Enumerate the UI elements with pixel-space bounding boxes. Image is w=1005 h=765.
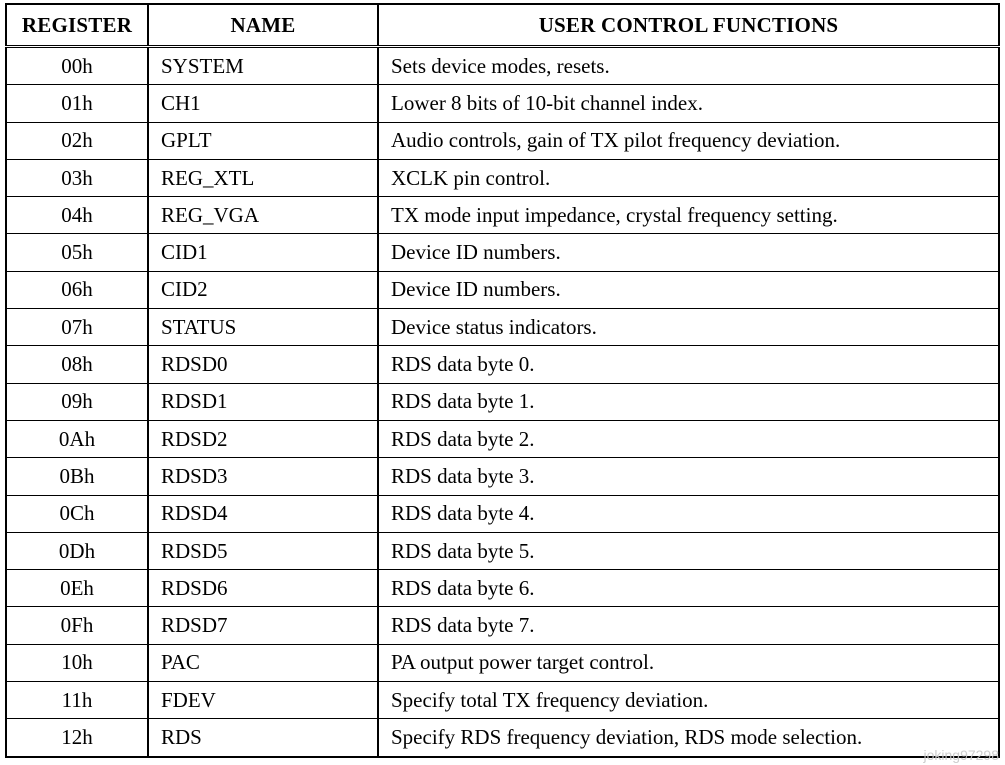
name-cell: RDSD5 (148, 532, 378, 569)
name-cell: REG_VGA (148, 197, 378, 234)
table-row (6, 122, 999, 159)
register-cell: 0Ch (6, 495, 148, 532)
header-name: NAME (148, 4, 378, 47)
name-cell: GPLT (148, 122, 378, 159)
register-cell: 10h (6, 644, 148, 681)
header-register: REGISTER (6, 4, 148, 47)
function-cell: Device ID numbers. (378, 271, 999, 308)
table-row (6, 532, 999, 569)
name-cell: REG_XTL (148, 159, 378, 196)
table-row (6, 682, 999, 719)
watermark: joking97298 (923, 747, 999, 763)
table-row (6, 159, 999, 196)
function-cell: RDS data byte 0. (378, 346, 999, 383)
name-cell: RDSD3 (148, 458, 378, 495)
register-cell: 08h (6, 346, 148, 383)
name-cell: SYSTEM (148, 47, 378, 85)
function-cell: RDS data byte 3. (378, 458, 999, 495)
table-row (6, 197, 999, 234)
name-cell: RDSD6 (148, 570, 378, 607)
name-cell: RDSD4 (148, 495, 378, 532)
register-cell: 0Bh (6, 458, 148, 495)
function-cell: Device status indicators. (378, 309, 999, 346)
register-cell: 0Eh (6, 570, 148, 607)
table-row (6, 47, 999, 85)
register-cell: 05h (6, 234, 148, 271)
name-cell: CH1 (148, 85, 378, 122)
table-row (6, 719, 999, 757)
function-cell: Specify RDS frequency deviation, RDS mode selection. (378, 719, 999, 757)
table-row (6, 458, 999, 495)
function-cell: Sets device modes, resets. (378, 47, 999, 85)
header-functions: USER CONTROL FUNCTIONS (378, 4, 999, 47)
table-row (6, 234, 999, 271)
function-cell: RDS data byte 7. (378, 607, 999, 644)
register-cell: 0Ah (6, 420, 148, 457)
register-cell: 00h (6, 47, 148, 85)
name-cell: RDSD1 (148, 383, 378, 420)
name-cell: RDSD2 (148, 420, 378, 457)
register-cell: 12h (6, 719, 148, 757)
table-row (6, 495, 999, 532)
function-cell: Audio controls, gain of TX pilot frequency deviation. (378, 122, 999, 159)
table-row (6, 420, 999, 457)
register-cell: 03h (6, 159, 148, 196)
name-cell: STATUS (148, 309, 378, 346)
register-cell: 01h (6, 85, 148, 122)
name-cell: FDEV (148, 682, 378, 719)
function-cell: Device ID numbers. (378, 234, 999, 271)
register-cell: 02h (6, 122, 148, 159)
function-cell: RDS data byte 5. (378, 532, 999, 569)
table-row (6, 644, 999, 681)
name-cell: RDSD7 (148, 607, 378, 644)
register-table (5, 3, 1000, 758)
register-cell: 11h (6, 682, 148, 719)
table-row (6, 271, 999, 308)
name-cell: RDSD0 (148, 346, 378, 383)
table-body (6, 47, 999, 757)
table-row (6, 607, 999, 644)
table-row (6, 85, 999, 122)
name-cell: RDS (148, 719, 378, 757)
function-cell: TX mode input impedance, crystal frequency setting. (378, 197, 999, 234)
function-cell: RDS data byte 6. (378, 570, 999, 607)
function-cell: XCLK pin control. (378, 159, 999, 196)
register-cell: 0Fh (6, 607, 148, 644)
function-cell: Lower 8 bits of 10-bit channel index. (378, 85, 999, 122)
function-cell: Specify total TX frequency deviation. (378, 682, 999, 719)
table-row (6, 346, 999, 383)
table-row (6, 309, 999, 346)
name-cell: CID1 (148, 234, 378, 271)
register-cell: 04h (6, 197, 148, 234)
function-cell: PA output power target control. (378, 644, 999, 681)
header-row (6, 4, 999, 47)
function-cell: RDS data byte 2. (378, 420, 999, 457)
table-header (6, 4, 999, 47)
register-cell: 06h (6, 271, 148, 308)
function-cell: RDS data byte 1. (378, 383, 999, 420)
table-row (6, 570, 999, 607)
register-cell: 0Dh (6, 532, 148, 569)
table-row (6, 383, 999, 420)
register-cell: 07h (6, 309, 148, 346)
name-cell: PAC (148, 644, 378, 681)
function-cell: RDS data byte 4. (378, 495, 999, 532)
name-cell: CID2 (148, 271, 378, 308)
register-cell: 09h (6, 383, 148, 420)
